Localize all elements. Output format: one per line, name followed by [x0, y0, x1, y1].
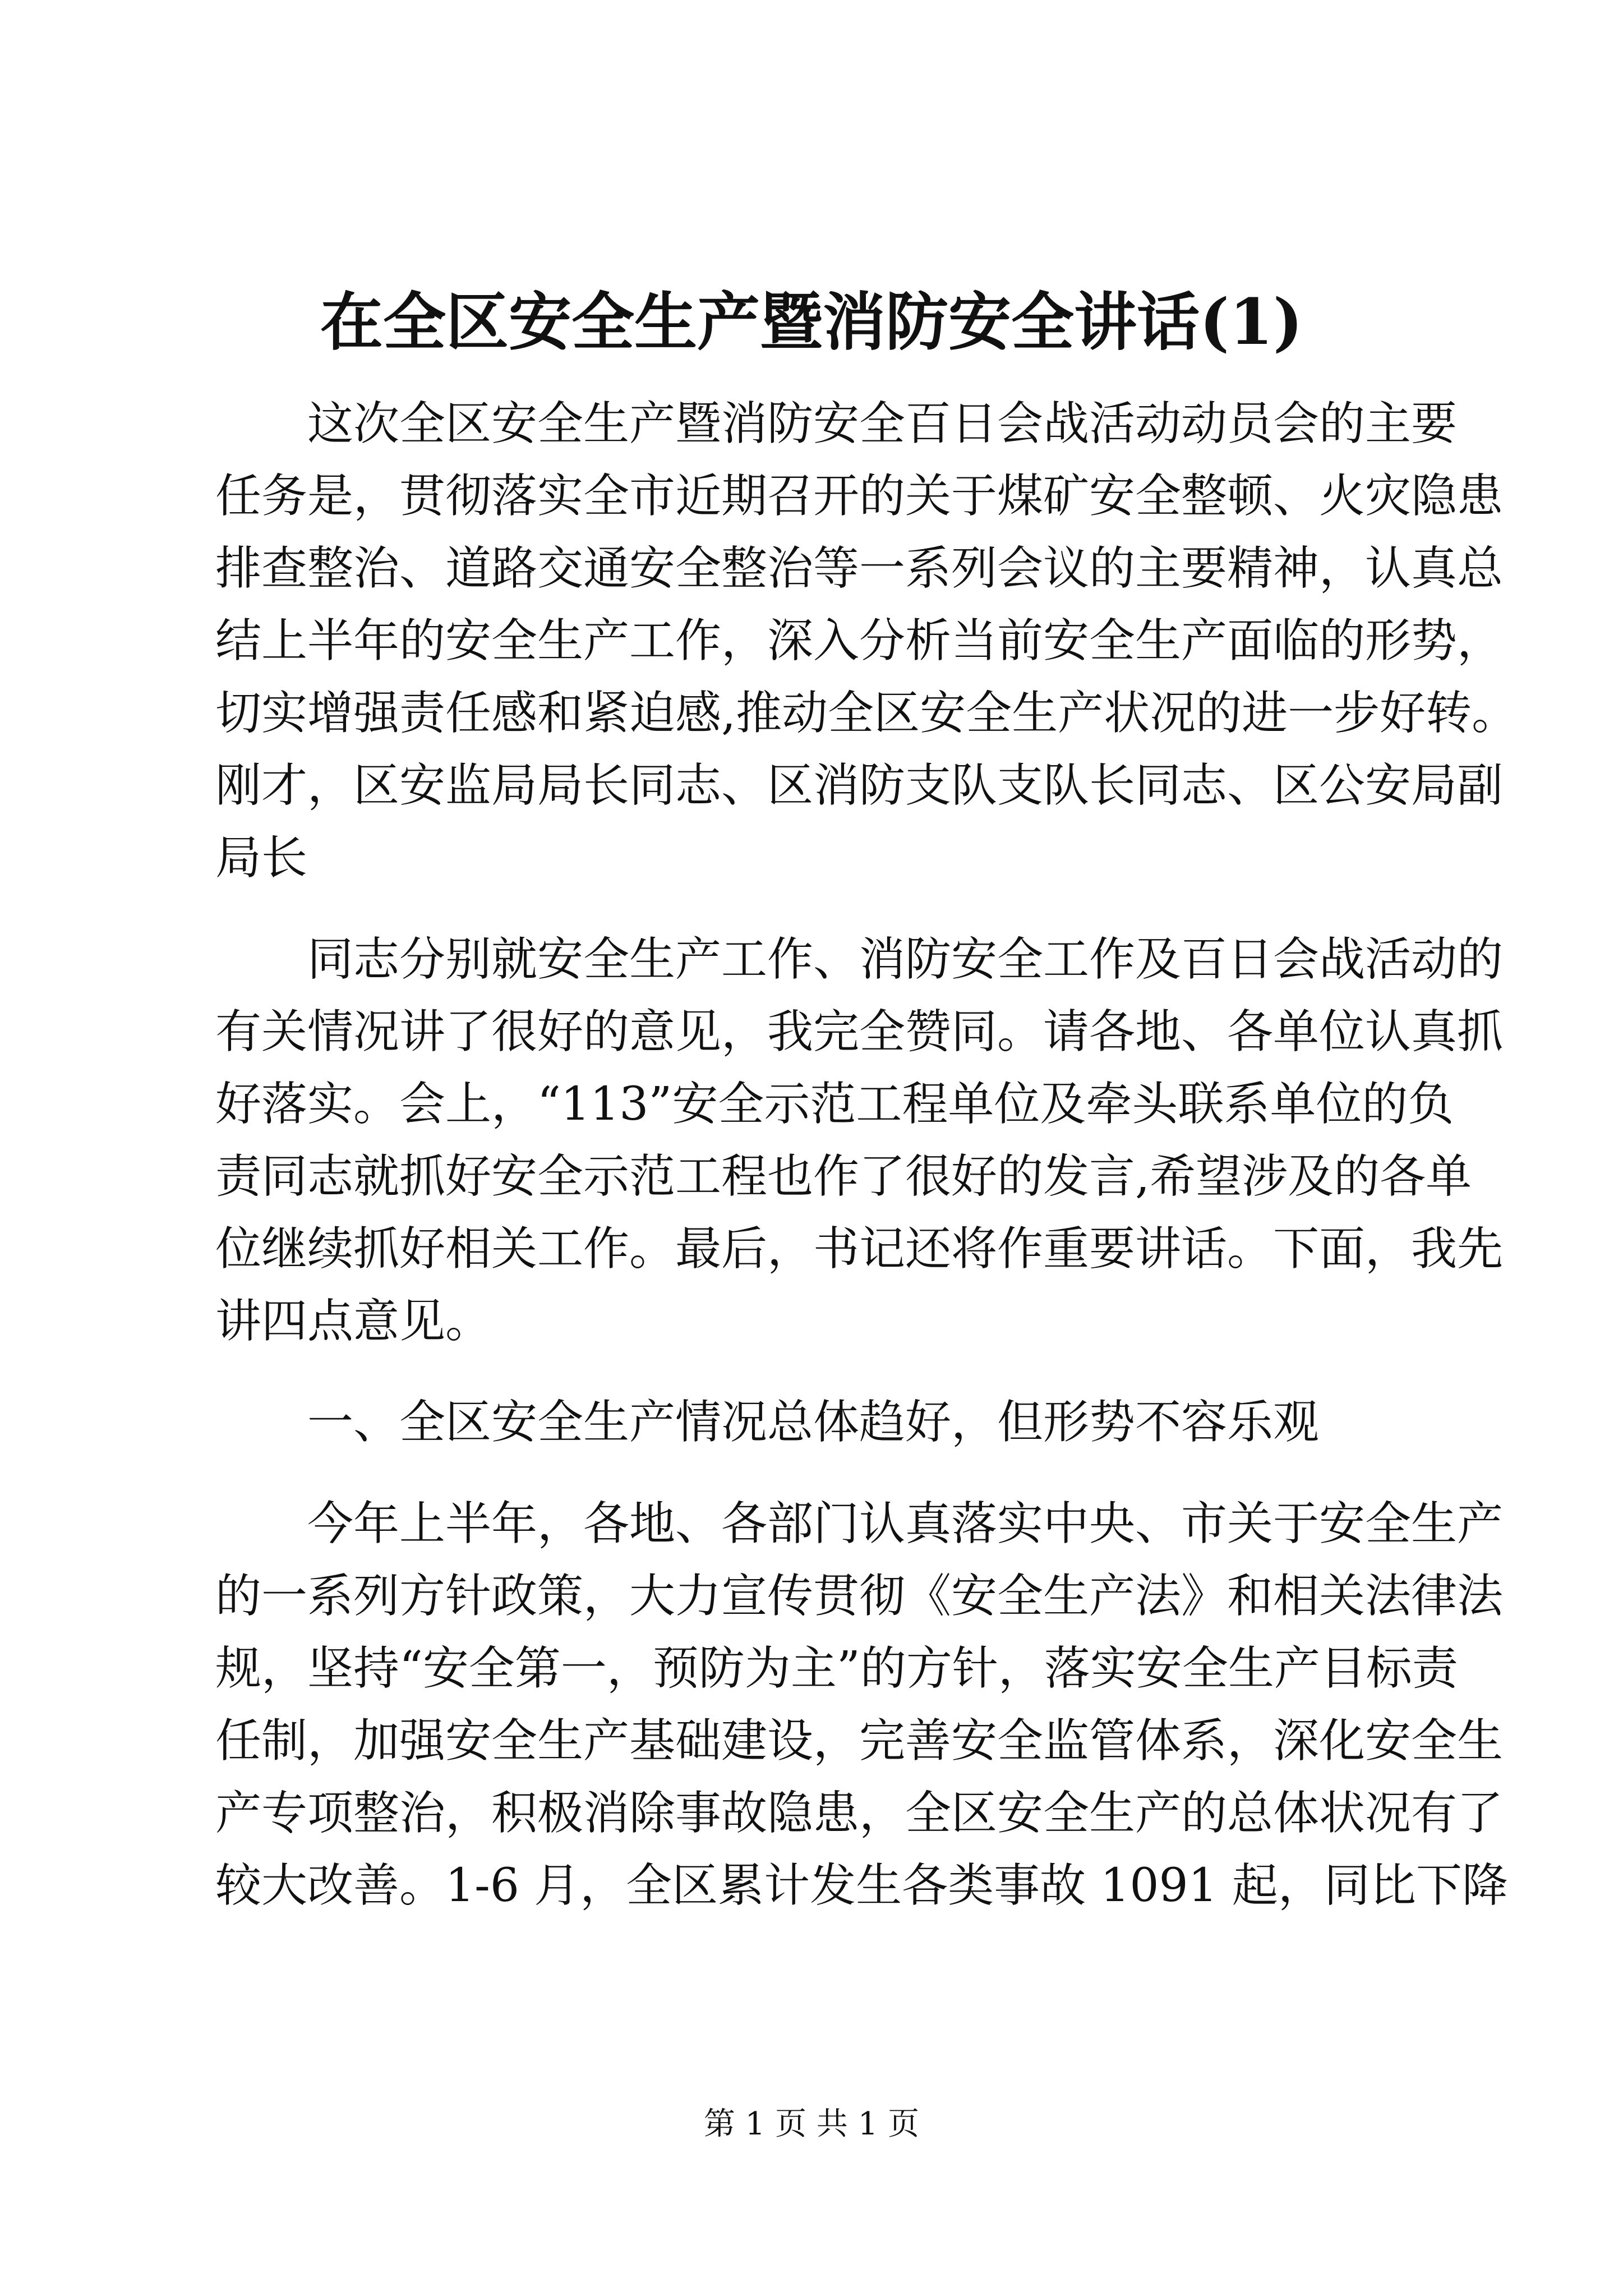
body-line: 同志分别就安全生产工作、消防安全工作及百日会战活动的 — [215, 933, 1504, 986]
page-footer: 第 1 页 共 1 页 — [703, 2106, 920, 2142]
body-line: 位继续抓好相关工作。最后，书记还将作重要讲话。下面，我先 — [215, 1222, 1504, 1276]
body-line: 责同志就抓好安全示范工程也作了很好的发言,希望涉及的各单 — [215, 1150, 1472, 1203]
body-line: 刚才，区安监局局长同志、区消防支队支队长同志、区公安局副 — [215, 759, 1504, 812]
body-line: 排查整治、道路交通安全整治等一系列会议的主要精神，认真总 — [215, 542, 1504, 595]
body-line: 好落实。会上，“113”安全示范工程单位及牵头联系单位的负 — [215, 1078, 1454, 1131]
body-line: 规，坚持“安全第一，预防为主”的方针，落实安全生产目标责 — [215, 1642, 1458, 1695]
body-line: 讲四点意见。 — [215, 1295, 492, 1348]
body-line: 的一系列方针政策，大力宣传贯彻《安全生产法》和相关法律法 — [215, 1570, 1504, 1623]
body-line: 局长 — [215, 831, 308, 885]
document-title: 在全区安全生产暨消防安全讲话(1) — [320, 286, 1303, 359]
body-line: 这次全区安全生产暨消防安全百日会战活动动员会的主要 — [215, 397, 1458, 450]
section-heading: 一、全区安全生产情况总体趋好，但形势不容乐观 — [215, 1396, 1320, 1449]
body-line: 有关情况讲了很好的意见，我完全赞同。请各地、各单位认真抓 — [215, 1005, 1504, 1059]
body-line: 结上半年的安全生产工作，深入分析当前安全生产面临的形势， — [215, 614, 1504, 668]
body-line: 今年上半年，各地、各部门认真落实中央、市关于安全生产 — [215, 1497, 1504, 1550]
body-line: 任制，加强安全生产基础建设，完善安全监管体系，深化安全生 — [215, 1714, 1504, 1768]
body-line: 产专项整治，积极消除事故隐患，全区安全生产的总体状况有了 — [215, 1787, 1504, 1840]
body-line: 切实增强责任感和紧迫感,推动全区安全生产状况的进一步好转。 — [215, 687, 1518, 740]
body-line: 较大改善。1-6 月，全区累计发生各类事故 1091 起，同比下降 — [215, 1859, 1508, 1912]
body-line: 任务是，贯彻落实全市近期召开的关于煤矿安全整顿、火灾隐患 — [215, 470, 1504, 523]
